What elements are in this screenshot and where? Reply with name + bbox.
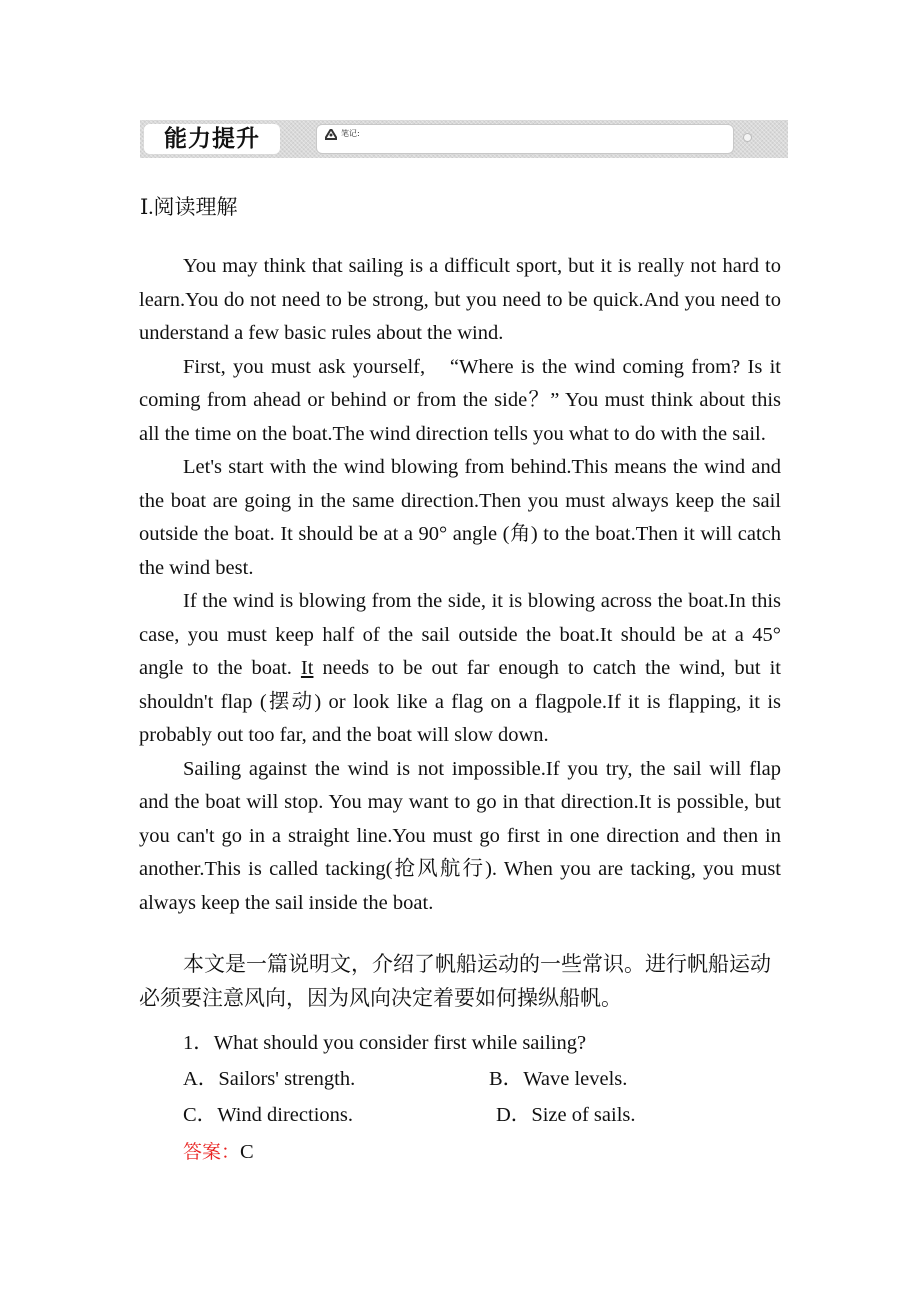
option-letter: B． xyxy=(489,1068,524,1090)
option-letter: A． xyxy=(183,1068,219,1090)
option-c xyxy=(183,1100,353,1130)
reading-passage xyxy=(139,250,781,920)
recycle-icon xyxy=(325,129,337,140)
answer-label: 答案： xyxy=(183,1141,241,1163)
answer xyxy=(183,1137,254,1167)
section-banner xyxy=(140,120,788,158)
passage-paragraph: You may think that sailing is a difficult sport, but it is really not hard to learn.You do not need to be strong, but you need to be quick.And you need to understand a few basic rules about the wind. xyxy=(139,255,781,344)
option-text: Wind directions. xyxy=(217,1104,353,1126)
paragraph-text: If the wind is blowing from the side, it is blowing across the boat.In this case, you must keep half of the sail outside the boat.It should be at a 45° angle to the boat. xyxy=(139,590,781,679)
passage-paragraph: Sailing against the wind is not impossible.If you try, the sail will flap and the boat will stop. You may want to go in that direction.It is possible, but you can't go in a straight line.You must go first in one direction and then in another.This is called tacking(抢风航行). When you are tacking, you must always keep the sail inside the boat. xyxy=(139,757,781,914)
underlined-word: It xyxy=(300,657,314,679)
paragraph-text: needs to be out far enough to catch the wind, but it shouldn't flap (摆动) or look like a flag on a flagpole.If it is flapping, it is probably out too far, and the boat will slow down. xyxy=(139,657,781,746)
option-letter: D． xyxy=(496,1104,532,1126)
question-text: What should you consider first while sailing? xyxy=(213,1032,587,1054)
notes-field[interactable] xyxy=(316,124,734,154)
banner-title: 能力提升 xyxy=(144,124,280,154)
option-text: Wave levels. xyxy=(523,1068,628,1090)
passage-paragraph: First, you must ask yourself, “Where is the wind coming from? Is it coming from ahead or behind or from the side？” You must think about this all the time on the boat.The wind direction tells you what to do with the sail. xyxy=(139,355,781,445)
question-number: 1． xyxy=(183,1032,214,1054)
passage-summary: 本文是一篇说明文，介绍了帆船运动的一些常识。进行帆船运动必须要注意风向，因为风向决定着要如何操纵船帆。 xyxy=(139,952,771,1010)
passage-paragraph xyxy=(139,585,781,753)
passage-paragraph: Let's start with the wind blowing from behind.This means the wind and the boat are going in the same direction.Then you must always keep the sail outside the boat. It should be at a 90° angle (角) to the boat.Then it will catch the wind best. xyxy=(139,456,781,579)
option-d xyxy=(496,1100,636,1130)
notes-label: 笔记: xyxy=(341,129,360,138)
answer-value: C xyxy=(240,1141,254,1163)
option-b xyxy=(489,1064,627,1094)
question-1 xyxy=(183,1028,586,1058)
option-letter: C． xyxy=(183,1104,218,1126)
option-text: Sailors' strength. xyxy=(218,1068,356,1090)
pin-icon xyxy=(743,133,752,142)
option-text: Size of sails. xyxy=(531,1104,636,1126)
section-heading: Ⅰ.阅读理解 xyxy=(140,195,238,219)
option-a xyxy=(183,1064,355,1094)
